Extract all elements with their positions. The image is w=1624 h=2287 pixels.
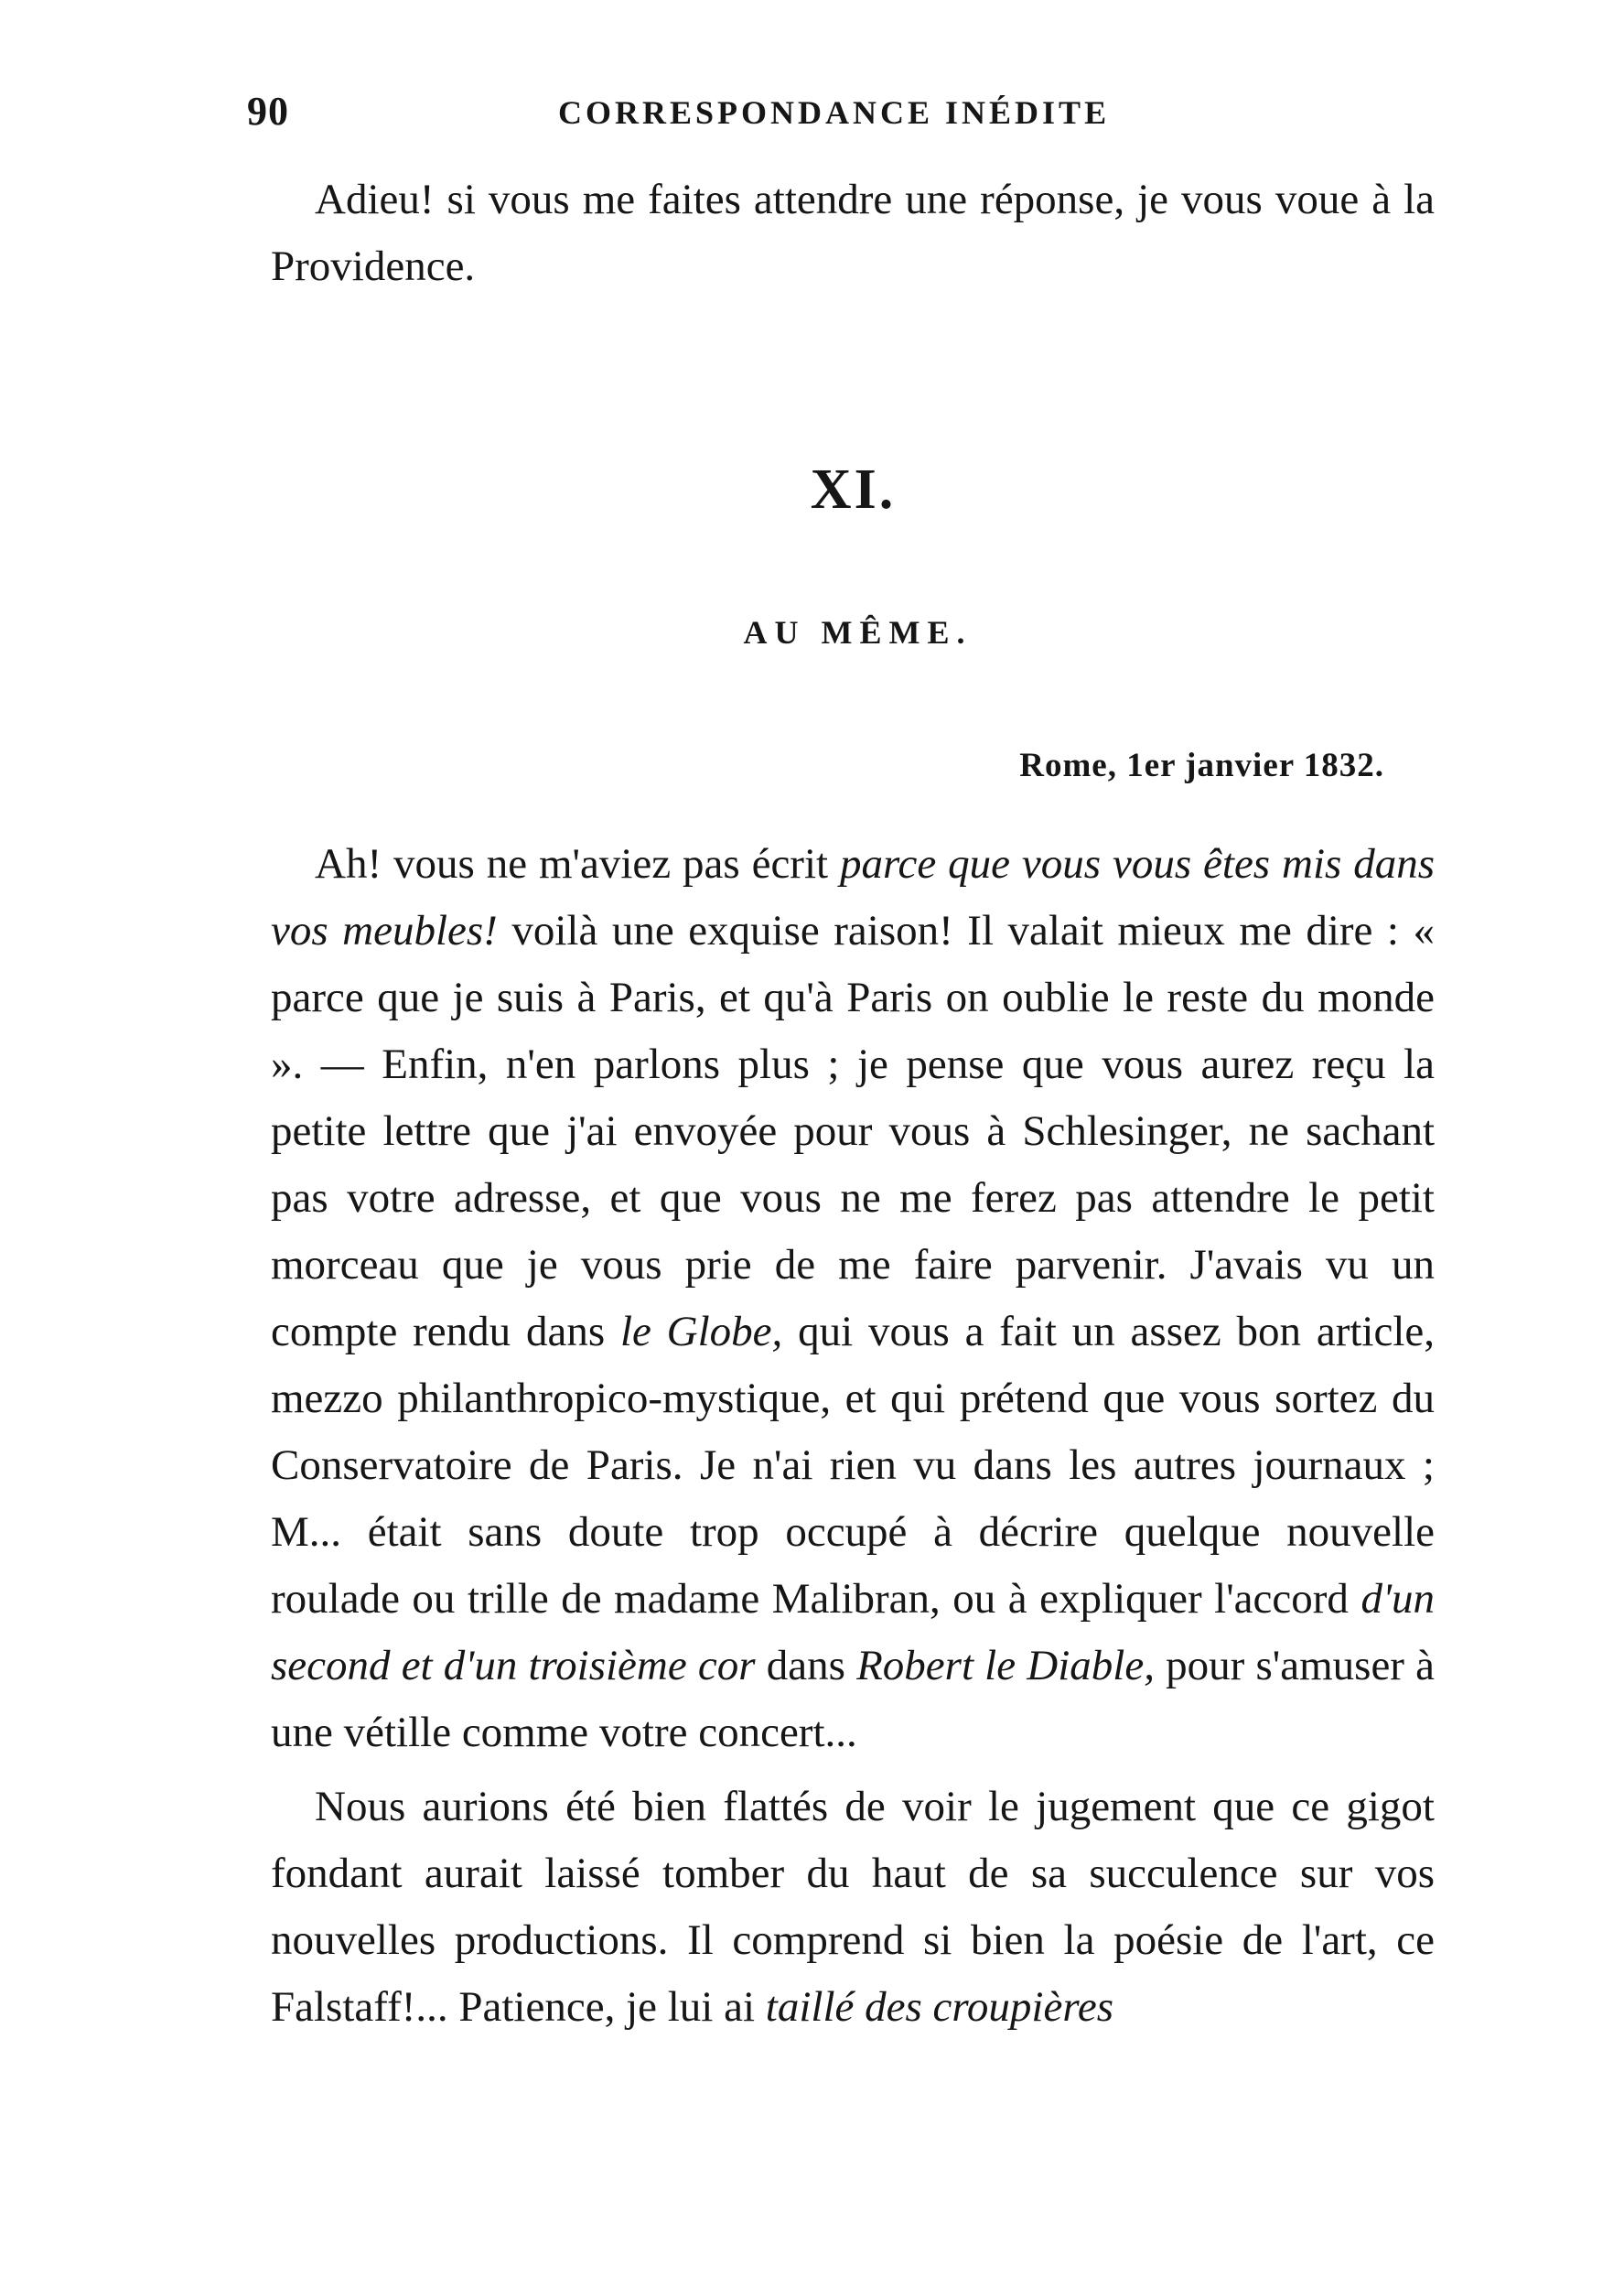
text-run: qui vous a fait un assez bon article, mezzo philanthropico-mystique, et qui prétend que vous sortez du Conservatoire de Paris. Je n'ai rien vu dans les autres journaux ; M... était sans doute trop occupé à décrire quelque nouvelle roulade ou trille de madame Malibran, ou à expliquer l'accord	[271, 1308, 1435, 1623]
lead-paragraph: Adieu! si vous me faites attendre une réponse, je vous voue à la Providence.	[271, 176, 1435, 290]
text-run: Nous aurions été bien flattés de voir le jugement que ce gigot fondant aurait laissé tomber du haut de sa succulence sur vos nouvelles productions. Il comprend si bien la poésie de l'art, ce Falstaff!... Patience, je lui ai	[271, 1783, 1435, 2031]
text-run: dans	[755, 1642, 857, 1689]
text-run: voilà une exquise raison! Il valait mieux me dire : « parce que je suis à Paris, et qu'à Paris on oublie le reste du monde ». — Enfin, n'en parlons plus ; je pense que vous aurez reçu la petite lettre que j'ai envoyée pour vous à Schlesinger, ne sachant pas votre adresse, et que vous ne me ferez pas attendre le petit morceau que je vous prie de me faire parvenir. J'avais vu un compte rendu dans	[271, 907, 1435, 1355]
letter-number: XI.	[810, 458, 897, 521]
italic-run: Robert le Diable,	[856, 1642, 1155, 1689]
page-number: 90	[247, 89, 289, 134]
italic-run: parce que vous vous êtes mis dans vos meubles!	[271, 840, 1435, 955]
running-title: CORRESPONDANCE INÉDITE	[558, 94, 1111, 131]
body-paragraph	[271, 1774, 1435, 2041]
text-run: pour s'amuser à une vétille comme votre concert...	[271, 1642, 1435, 1756]
letter-recipient: AU MÊME.	[743, 614, 973, 651]
lead-text	[271, 167, 1435, 300]
letter-body	[271, 831, 1435, 2041]
body-paragraph	[271, 831, 1435, 1766]
italic-run: d'un second et d'un troisième cor	[271, 1575, 1435, 1689]
letter-dateline: Rome, 1er janvier 1832.	[1019, 747, 1384, 784]
running-head	[247, 88, 1436, 143]
italic-run: taillé des croupières	[765, 1983, 1114, 2031]
italic-run: le Globe,	[619, 1308, 783, 1355]
text-run: Ah! vous ne m'aviez pas écrit	[315, 840, 840, 888]
